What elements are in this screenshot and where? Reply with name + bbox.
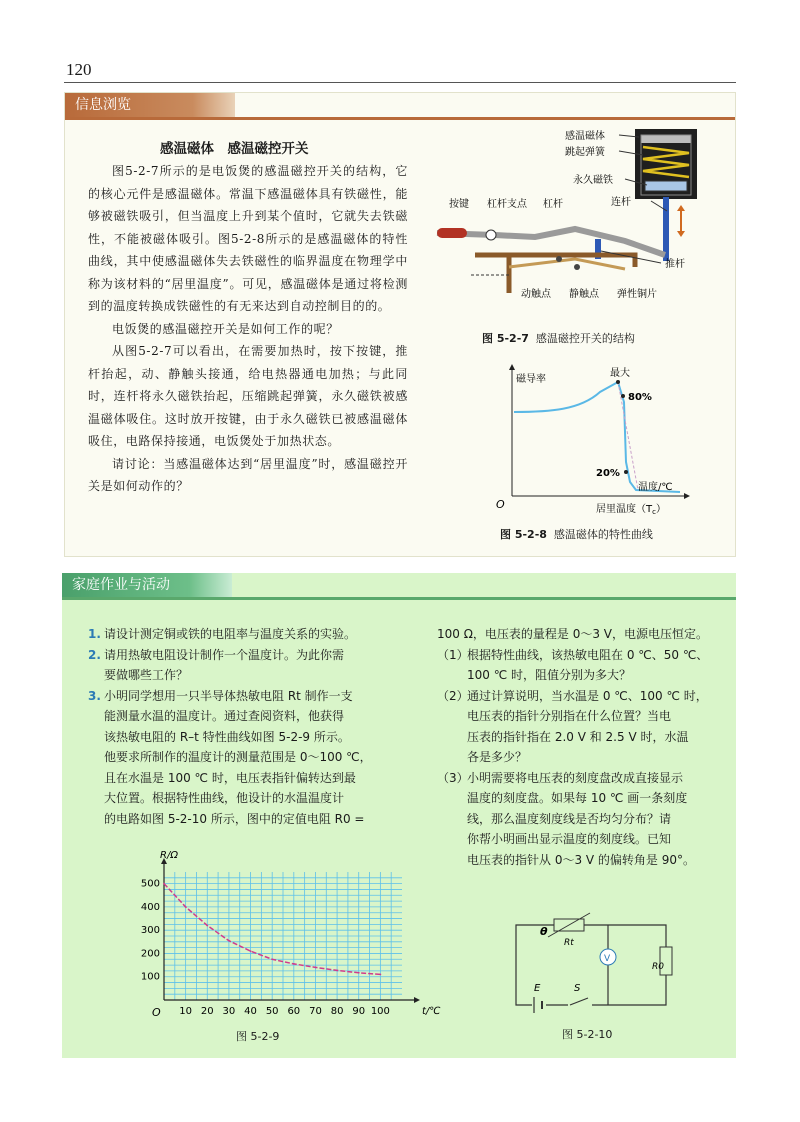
sub2-num: （2） <box>437 688 469 703</box>
rt-xlabel: t/℃ <box>422 1006 441 1017</box>
fig-5-2-8-num: 图 5-2-8 <box>500 528 547 541</box>
data-point <box>336 970 338 972</box>
circuit-r0: R0 <box>652 962 664 972</box>
q3-line: 他要求所制作的温度计的测量范围是 0～100 ℃， <box>104 750 372 764</box>
curve-xlabel: 温度/℃ <box>638 482 673 493</box>
data-point <box>358 972 360 974</box>
circuit-theta: θ <box>540 925 548 938</box>
q3-line: 的电路如图 5-2-10 所示，图中的定值电阻 R0 = <box>104 811 365 826</box>
q3-line: 大位置。根据特性曲线，他设计的水温温度计 <box>104 791 345 805</box>
sub1-line: 100 ℃ 时，阻值分别为多大？ <box>467 668 632 682</box>
fig-5-2-7-caption <box>482 330 635 346</box>
rt-origin: O <box>152 1006 161 1019</box>
data-point <box>379 974 381 976</box>
sub2-line: 通过计算说明，当水温是 0 ℃、100 ℃ 时， <box>467 688 708 703</box>
arrow-up-head <box>677 205 685 211</box>
q3-num: 3. <box>88 688 101 703</box>
q3-line: 且在水温是 100 ℃ 时，电压表指针偏转达到最 <box>104 770 356 785</box>
permeability-curve-figure <box>490 362 700 517</box>
label-perm-magnet: 永久磁铁 <box>573 175 613 186</box>
label-rod: 连杆 <box>611 197 631 208</box>
question-2 <box>88 645 408 686</box>
q1-text <box>104 624 356 645</box>
x-tick-label: 60 <box>287 1006 301 1017</box>
fig-5-2-8-caption <box>500 526 653 542</box>
circuit-v: V <box>604 954 611 964</box>
x-tick-label: 100 <box>370 1006 390 1017</box>
x-tick-label: 50 <box>265 1006 279 1017</box>
q2-line: 请用热敏电阻设计制作一个温度计。为此你需 <box>104 647 345 662</box>
x-tick-label: 10 <box>179 1006 193 1017</box>
label-magnet: 感温磁体 <box>565 131 605 142</box>
info-text <box>88 160 408 498</box>
button <box>437 228 467 238</box>
sub2-line: 电压表的指针分别指在什么位置？当电 <box>467 709 672 723</box>
sub3-line: 线，那么温度刻度线是否均匀分布？请 <box>467 811 672 826</box>
circuit-figure <box>512 905 682 1020</box>
lever <box>437 229 665 255</box>
sub3-line: 温度的刻度盘。如果每 10 ℃ 画一条刻度 <box>467 791 688 805</box>
homework-right <box>437 624 727 870</box>
fig-5-2-8-text: 感温磁体的特性曲线 <box>553 528 653 541</box>
curie-label <box>596 502 666 516</box>
y-tick-label: 400 <box>140 901 160 913</box>
data-point <box>271 958 273 960</box>
curve-80-label: 80% <box>628 392 652 403</box>
spring-plate <box>509 259 625 269</box>
info-tag: 信息浏览 <box>65 93 235 117</box>
curve-ylabel: 磁导率 <box>516 374 546 385</box>
question-3 <box>88 686 408 830</box>
rt-chart <box>130 850 441 1022</box>
info-para-2: 电饭煲的感温磁控开关是如何工作的呢？ <box>112 321 339 336</box>
q2-text <box>104 645 344 686</box>
data-point <box>185 906 187 908</box>
info-tag-rule <box>65 117 735 120</box>
sub1-num: （1） <box>437 647 469 662</box>
moving-contact <box>556 256 562 262</box>
data-point <box>206 925 208 927</box>
fig-5-2-7-text: 感温磁控开关的结构 <box>535 332 635 345</box>
curve-max-label: 最大 <box>610 368 630 379</box>
curie-close: ） <box>655 504 666 515</box>
q3-line: 小明同学想用一只半导体热敏电阻 Rt 制作一支 <box>104 688 353 703</box>
label-lever: 杠杆 <box>543 199 563 210</box>
label-spring-plate: 弹性铜片 <box>617 289 657 300</box>
link-rod <box>663 197 669 261</box>
data-point <box>315 967 317 969</box>
q1-line: 请设计测定铜或铁的电阻率与温度关系的实验。 <box>104 627 357 641</box>
circuit-e: E <box>534 983 541 994</box>
max-point <box>616 380 620 384</box>
circuit-rt: Rt <box>564 938 574 948</box>
lever-pivot <box>486 230 496 240</box>
curie-sub: c <box>652 508 656 516</box>
q2-num: 2. <box>88 647 101 662</box>
homework-tag-rule <box>62 597 736 600</box>
sub1-line: 根据特性曲线，该热敏电阻在 0 ℃、50 ℃、 <box>467 647 709 662</box>
q3-text <box>104 686 372 830</box>
fig-5-2-7-num: 图 5-2-7 <box>482 332 529 345</box>
data-point <box>293 963 295 965</box>
sub3-line: 电压表的指针从 0～3 V 的偏转角是 90°。 <box>467 852 696 867</box>
y-tick-label: 300 <box>140 925 160 937</box>
sub-question-2 <box>437 686 727 768</box>
q1-num: 1. <box>88 627 101 641</box>
static-contact <box>574 264 580 270</box>
sub-question-1 <box>437 645 727 686</box>
curve-origin: O <box>496 498 505 511</box>
x-tick-label: 70 <box>309 1006 322 1017</box>
sub-question-3 <box>437 768 727 871</box>
sub3-line: 你帮小明画出显示温度的刻度线。已知 <box>467 832 672 846</box>
sub3-num: （3） <box>437 770 469 785</box>
label-spring: 跳起弹簧 <box>565 147 605 158</box>
curie-label-text: 居里温度（T <box>596 504 653 515</box>
q3-line: 能测量水温的温度计。通过查阅资料，他获得 <box>104 709 345 723</box>
label-pusher: 推杆 <box>665 259 685 270</box>
info-title: 感温磁体 感温磁控开关 <box>160 141 309 157</box>
header-rule <box>64 82 736 83</box>
info-para-1: 图5-2-7所示的是电饭煲的感温磁控开关的结构，它的核心元件是感温磁体。常温下感温磁体具有铁磁性，能够被磁铁吸引，但当温度上升到某个值时，它就失去铁磁性，不能被磁体吸引。图5-2-8所示的是感温磁体的特性曲线，其中使感温磁体失去铁磁性的临界温度在物理学中称为该材料的“居里温度”。可见，感温磁体是通过将检测到的温度转换成铁磁性的有无来达到自动控制目的的。 <box>88 164 408 313</box>
data-point <box>163 883 165 885</box>
switch-structure-figure <box>425 125 725 325</box>
x-tick-label: 20 <box>200 1006 214 1017</box>
homework-left <box>88 624 408 829</box>
x-tick-label: 90 <box>352 1006 366 1017</box>
sub2-line: 压表的指针指在 2.0 V 和 2.5 V 时，水温 <box>467 729 689 744</box>
data-point <box>228 940 230 942</box>
data-point <box>250 950 252 952</box>
curve-20-label: 20% <box>596 468 620 479</box>
right-intro: 100 Ω，电压表的量程是 0～3 V，电源电压恒定。 <box>437 627 708 641</box>
q3-line: 该热敏电阻的 R–t 特性曲线如图 5-2-9 所示。 <box>104 729 350 744</box>
label-button: 按键 <box>449 199 469 210</box>
label-static-contact: 静触点 <box>569 289 599 300</box>
x-tick-label: 30 <box>222 1006 236 1017</box>
info-para-4: 请讨论：当感温磁体达到“居里温度”时，感温磁控开关是如何动作的？ <box>88 456 408 493</box>
label-pivot: 杠杆支点 <box>487 199 527 210</box>
label-moving-contact: 动触点 <box>521 289 551 300</box>
question-1 <box>88 624 408 645</box>
info-para-3: 从图5-2-7可以看出，在需要加热时，按下按键，推杆抬起，动、静触头接通，给电热器通电加热；与此同时，连杆将永久磁铁抬起，压缩跳起弹簧，永久磁铁被感温磁体吸住。这时放开按键，由于永久磁铁已被感温磁体吸住，电路保持接通，电饭煲处于加热状态。 <box>88 344 408 448</box>
x-axis-arrow <box>684 493 690 499</box>
page-number: 120 <box>66 60 92 79</box>
x-tick-label: 80 <box>330 1006 344 1017</box>
rt-grid <box>164 872 402 1000</box>
fig-5-2-9-caption: 图 5-2-9 <box>236 1030 280 1043</box>
permanent-magnet <box>645 181 687 191</box>
temp-magnet <box>641 135 691 143</box>
y-tick-label: 100 <box>140 971 160 983</box>
homework-tag: 家庭作业与活动 <box>62 573 232 597</box>
rt-ylabel: R/Ω <box>160 850 178 861</box>
sub1-text <box>467 645 708 686</box>
y-tick-label: 500 <box>140 878 160 890</box>
sub2-text <box>467 686 708 768</box>
p80-point <box>621 394 625 398</box>
fig-5-2-10-caption: 图 5-2-10 <box>562 1028 613 1041</box>
x-axis-arrow <box>414 997 420 1003</box>
q2-line: 要做哪些工作？ <box>104 668 189 682</box>
p20-point <box>624 470 628 474</box>
arrow-down-head <box>677 231 685 237</box>
sub3-text <box>467 768 695 871</box>
y-tick-label: 200 <box>140 948 160 960</box>
circuit-s: S <box>574 983 581 994</box>
y-axis-arrow <box>509 364 515 370</box>
x-tick-label: 40 <box>244 1006 257 1017</box>
sub2-line: 各是多少？ <box>467 750 528 764</box>
sub3-line: 小明需要将电压表的刻度盘改成直接显示 <box>467 770 684 785</box>
